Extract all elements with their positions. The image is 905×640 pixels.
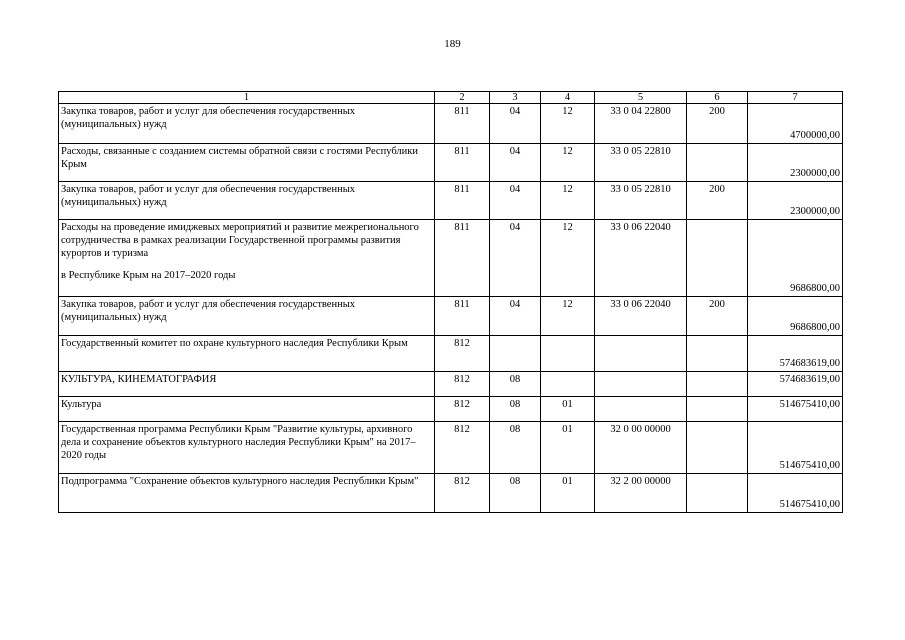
section-code: 04 (490, 182, 541, 220)
column-header: 1 (59, 92, 435, 104)
page-number: 189 (444, 38, 461, 50)
ministry-code: 811 (435, 182, 490, 220)
target-code: 33 0 05 22810 (595, 182, 687, 220)
target-code (595, 372, 687, 397)
ministry-code: 812 (435, 372, 490, 397)
column-header: 4 (541, 92, 595, 104)
target-code: 33 0 05 22810 (595, 144, 687, 182)
table-row (59, 336, 843, 372)
column-header: 7 (748, 92, 843, 104)
item-name: КУЛЬТУРА, КИНЕМАТОГРАФИЯ (59, 372, 435, 397)
ministry-code: 812 (435, 336, 490, 372)
subsection-code: 12 (541, 297, 595, 336)
section-code (490, 336, 541, 372)
ministry-code: 812 (435, 422, 490, 474)
target-code: 33 0 06 22040 (595, 220, 687, 297)
amount: 2300000,00 (748, 144, 843, 182)
amount: 514675410,00 (748, 422, 843, 474)
ministry-code: 811 (435, 104, 490, 144)
section-code: 08 (490, 372, 541, 397)
item-name-cell (59, 220, 435, 297)
item-name: Государственная программа Республики Крым "Развитие культуры, архивного дела и сохранение объектов культурного наследия Республики Крым" на 2017–2020 годы (59, 422, 435, 474)
item-name-continued: в Республике Крым на 2017–2020 годы (61, 270, 236, 281)
amount: 514675410,00 (748, 397, 843, 422)
subsection-code (541, 336, 595, 372)
ministry-code: 812 (435, 397, 490, 422)
section-code: 04 (490, 144, 541, 182)
expense-type-code (687, 397, 748, 422)
table-row (59, 144, 843, 182)
table-row (59, 104, 843, 144)
section-code: 08 (490, 474, 541, 513)
budget-table (58, 91, 843, 513)
subsection-code (541, 372, 595, 397)
ministry-code: 811 (435, 144, 490, 182)
item-name: Расходы, связанные с созданием системы обратной связи с гостями Республики Крым (59, 144, 435, 182)
amount: 9686800,00 (748, 220, 843, 297)
expense-type-code (687, 144, 748, 182)
column-header: 5 (595, 92, 687, 104)
table-row (59, 422, 843, 474)
target-code (595, 397, 687, 422)
amount: 9686800,00 (748, 297, 843, 336)
ministry-code: 811 (435, 220, 490, 297)
target-code: 33 0 06 22040 (595, 297, 687, 336)
column-header: 2 (435, 92, 490, 104)
table-row (59, 372, 843, 397)
subsection-code: 12 (541, 144, 595, 182)
ministry-code: 811 (435, 297, 490, 336)
subsection-code: 01 (541, 422, 595, 474)
amount: 4700000,00 (748, 104, 843, 144)
target-code: 32 0 00 00000 (595, 422, 687, 474)
target-code: 33 0 04 22800 (595, 104, 687, 144)
item-name: Подпрограмма "Сохранение объектов культурного наследия Республики Крым" (59, 474, 435, 513)
subsection-code: 12 (541, 104, 595, 144)
column-header: 3 (490, 92, 541, 104)
expense-type-code: 200 (687, 104, 748, 144)
expense-type-code (687, 422, 748, 474)
section-code: 08 (490, 397, 541, 422)
column-header: 6 (687, 92, 748, 104)
table-row (59, 297, 843, 336)
item-name: Закупка товаров, работ и услуг для обеспечения государственных (муниципальных) нужд (59, 297, 435, 336)
expense-type-code (687, 220, 748, 297)
amount: 574683619,00 (748, 372, 843, 397)
amount: 574683619,00 (748, 336, 843, 372)
target-code (595, 336, 687, 372)
expense-type-code: 200 (687, 182, 748, 220)
item-name: Государственный комитет по охране культурного наследия Республики Крым (59, 336, 435, 372)
section-code: 04 (490, 297, 541, 336)
target-code: 32 2 00 00000 (595, 474, 687, 513)
item-name: Культура (59, 397, 435, 422)
table-row (59, 397, 843, 422)
table-row (59, 182, 843, 220)
expense-type-code: 200 (687, 297, 748, 336)
subsection-code: 01 (541, 397, 595, 422)
amount: 514675410,00 (748, 474, 843, 513)
item-name: Закупка товаров, работ и услуг для обеспечения государственных (муниципальных) нужд (59, 182, 435, 220)
expense-type-code (687, 474, 748, 513)
expense-type-code (687, 336, 748, 372)
table-row (59, 220, 843, 297)
header-row (59, 92, 843, 104)
section-code: 04 (490, 220, 541, 297)
section-code: 08 (490, 422, 541, 474)
item-name: Расходы на проведение имиджевых мероприятий и развитие межрегионального сотрудничества в рамках реализации Государственной программы развития курортов и туризма (61, 222, 419, 259)
subsection-code: 01 (541, 474, 595, 513)
ministry-code: 812 (435, 474, 490, 513)
subsection-code: 12 (541, 220, 595, 297)
subsection-code: 12 (541, 182, 595, 220)
expense-type-code (687, 372, 748, 397)
table-row (59, 474, 843, 513)
amount: 2300000,00 (748, 182, 843, 220)
section-code: 04 (490, 104, 541, 144)
item-name: Закупка товаров, работ и услуг для обеспечения государственных (муниципальных) нужд (59, 104, 435, 144)
